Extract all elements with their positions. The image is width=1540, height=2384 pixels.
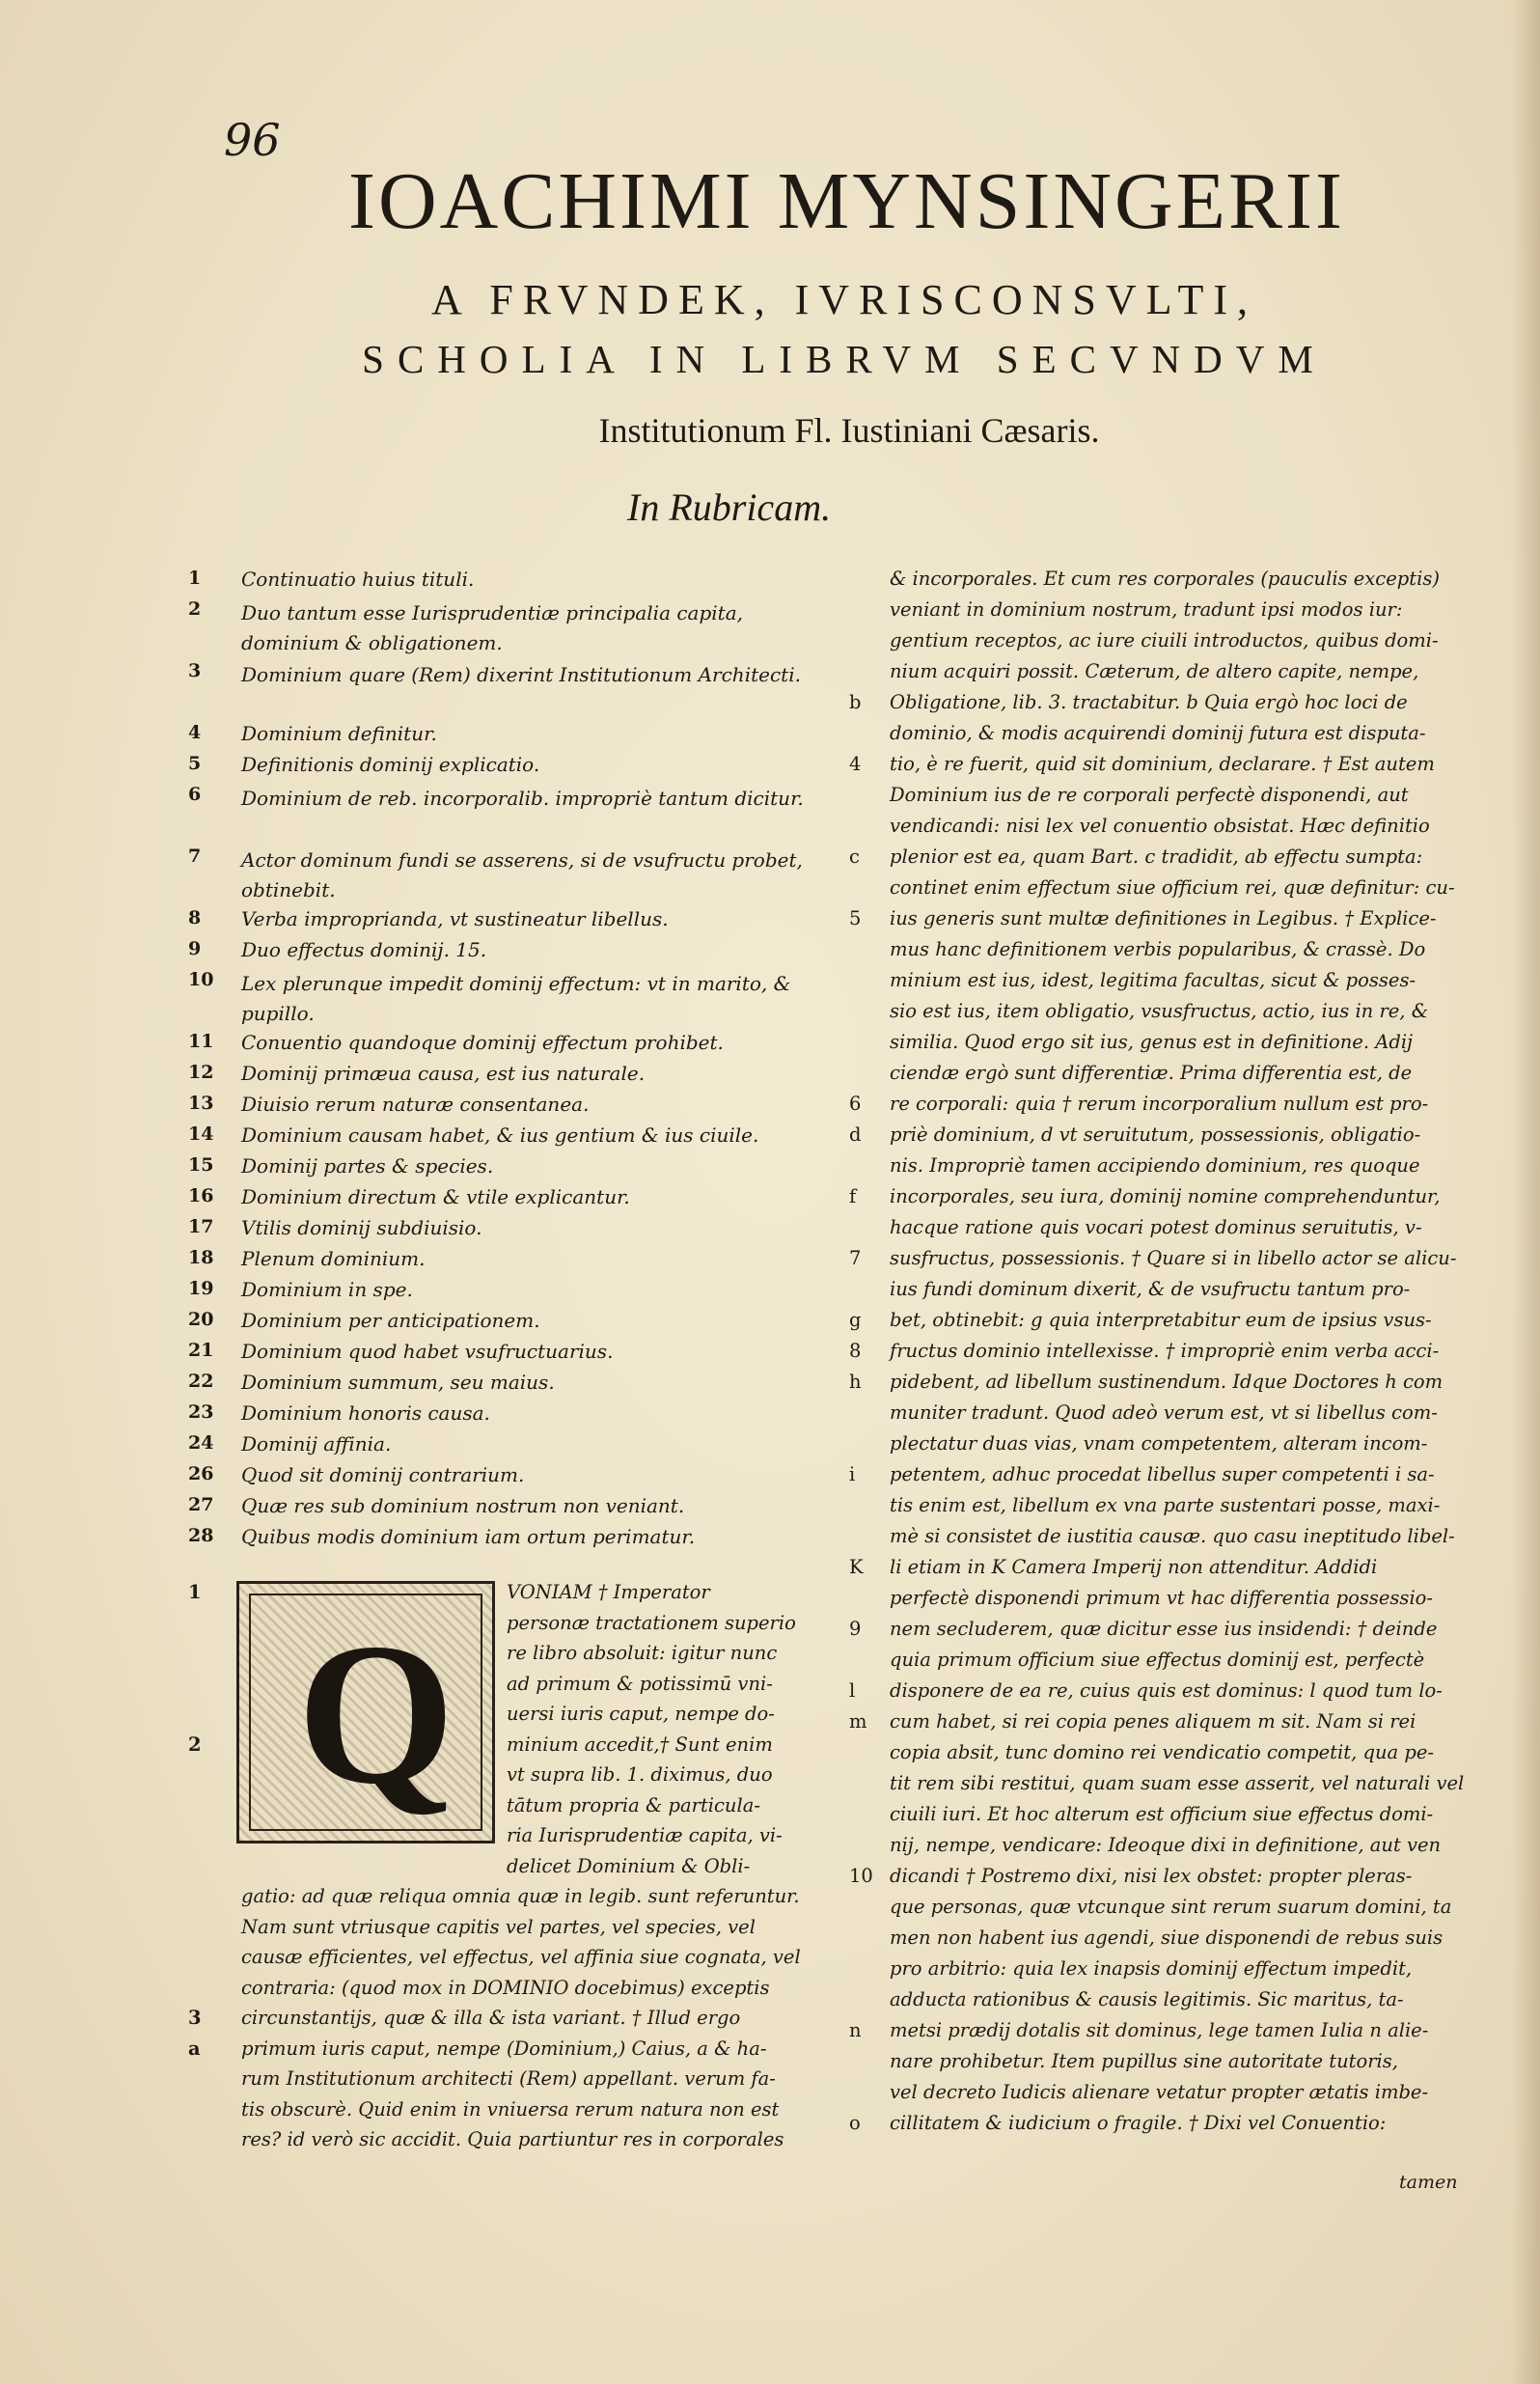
line-text: ius generis sunt multæ definitiones in Legibus. † Explice- <box>890 907 1437 929</box>
line-text: cillitatem & iudicium o fragile. † Dixi vel Conuentio: <box>890 2112 1387 2134</box>
subtitle: A FRVNDEK, IVRISCONSVLTI, <box>430 276 1258 323</box>
line-text: Nam sunt vtriusque capitis vel partes, vel species, vel <box>241 1915 756 1938</box>
list-item <box>188 1432 864 1463</box>
list-item <box>188 1216 864 1247</box>
text-line <box>849 1062 1525 1093</box>
line-text: mus hanc definitionem verbis popularibus, & crassè. Do <box>890 938 1426 960</box>
item-number: 18 <box>188 1247 214 1268</box>
margin-note: c <box>849 845 860 868</box>
line-text: copia absit, tunc domino rei vendicatio competit, qua pe- <box>890 1741 1434 1763</box>
line-text: plenior est ea, quam Bart. c tradidit, ab effectu sumpta: <box>890 845 1423 868</box>
line-text: hacque ratione quis vocari potest dominus seruitutis, v- <box>890 1216 1422 1238</box>
list-item <box>188 1123 864 1154</box>
margin-note: i <box>849 1463 856 1485</box>
item-text: Quæ res sub dominium nostrum non veniant. <box>241 1494 685 1517</box>
margin-note: 5 <box>849 907 862 929</box>
margin-note: d <box>849 1123 862 1146</box>
item-number: 5 <box>188 753 202 774</box>
body-text <box>188 1581 864 2159</box>
line-text: ciuili iuri. Et hoc alterum est officium siue effectus domi- <box>890 1803 1434 1825</box>
item-number: 26 <box>188 1463 214 1484</box>
item-text: Duo tantum esse Iurisprudentiæ principalia capita, dominium & obligationem. <box>241 601 743 654</box>
line-text: dominio, & modis acquirendi dominij futura est disputa- <box>890 722 1426 744</box>
text-line <box>849 2019 1525 2050</box>
list-item <box>188 969 864 1031</box>
list-item <box>188 1371 864 1401</box>
text-line <box>849 938 1525 969</box>
item-text: Diuisio rerum naturæ consentanea. <box>241 1093 590 1116</box>
item-text: Actor dominum fundi se asserens, si de vsufructu probet, obtinebit. <box>241 848 803 901</box>
line-text: tio, è re fuerit, quid sit dominium, declarare. † Est autem <box>890 753 1435 775</box>
item-number: 14 <box>188 1123 214 1145</box>
text-line <box>849 1741 1525 1772</box>
margin-note: o <box>849 2112 861 2134</box>
margin-note: 8 <box>849 1340 862 1362</box>
text-line <box>849 1401 1525 1432</box>
item-text: Dominij partes & species. <box>241 1154 494 1178</box>
line-text: re corporali: quia † rerum incorporalium nullum est pro- <box>890 1093 1429 1115</box>
item-text: Dominium directum & vtile explicantur. <box>241 1185 630 1208</box>
text-line <box>188 1581 864 1612</box>
text-line <box>188 1855 864 1886</box>
text-line <box>188 1763 864 1794</box>
line-text: ria Iurisprudentiæ capita, vi- <box>507 1824 783 1846</box>
line-text: gatio: ad quæ reliqua omnia quæ in legib. sunt referuntur. <box>241 1885 800 1907</box>
catchword: tamen <box>1399 2172 1458 2193</box>
text-line <box>188 1916 864 1947</box>
item-text: Definitionis dominij explicatio. <box>241 753 540 776</box>
item-number: 19 <box>188 1278 214 1299</box>
margin-note: b <box>849 691 862 713</box>
line-text: mè si consistet de iustitia causæ. quo casu ineptitudo libel- <box>890 1525 1455 1547</box>
line-text: vt supra lib. 1. diximus, duo <box>507 1763 773 1786</box>
text-line <box>849 1278 1525 1309</box>
margin-note: n <box>849 2019 862 2041</box>
list-item <box>188 722 864 753</box>
line-text: bet, obtinebit: g quia interpretabitur eum de ipsius vsus- <box>890 1309 1432 1331</box>
text-line <box>849 1988 1525 2019</box>
text-line <box>849 1556 1525 1587</box>
item-number: 20 <box>188 1309 214 1330</box>
line-text: gentium receptos, ac iure ciuili introductos, quibus domi- <box>890 629 1439 651</box>
item-text: Quod sit dominij contrarium. <box>241 1463 525 1486</box>
table-of-contents <box>188 568 864 1556</box>
text-line <box>849 1340 1525 1371</box>
line-text: dicandi † Postremo dixi, nisi lex obstet: propter pleras- <box>890 1865 1413 1887</box>
main-title: IOACHIMI MYNSINGERII <box>348 156 1345 246</box>
text-line <box>849 691 1525 722</box>
text-line <box>849 1587 1525 1618</box>
line-text: primum iuris caput, nempe (Dominium,) Caius, a & ha- <box>241 2037 767 2060</box>
item-text: Verba improprianda, vt sustineatur libellus. <box>241 907 669 930</box>
line-text: tātum propria & particula- <box>507 1793 760 1816</box>
text-line <box>188 1642 864 1673</box>
line-text: pro arbitrio: quia lex inapsis dominij effectum impedit, <box>890 1957 1413 1980</box>
text-line <box>849 1154 1525 1185</box>
item-text: Dominium causam habet, & ius gentium & ius ciuile. <box>241 1123 759 1147</box>
text-line <box>188 1733 864 1764</box>
margin-note: 4 <box>849 753 862 775</box>
item-text: Dominium quare (Rem) dixerint Institutionum Architecti. <box>241 663 801 686</box>
line-text: nem secluderem, quæ dicitur esse ius insidendi: † deinde <box>890 1618 1438 1640</box>
line-text: metsi prædij dotalis sit dominus, lege tamen Iulia n alie- <box>890 2019 1429 2041</box>
margin-note: f <box>849 1185 857 1207</box>
text-line <box>849 876 1525 907</box>
line-text: men non habent ius agendi, siue disponendi de rebus suis <box>890 1927 1444 1949</box>
text-line <box>188 1946 864 1977</box>
line-text: re libro absoluit: igitur nunc <box>507 1642 778 1664</box>
item-text: Dominium in spe. <box>241 1278 413 1301</box>
item-number: 15 <box>188 1154 214 1176</box>
line-text: causæ efficientes, vel effectus, vel affinia siue cognata, vel <box>241 1946 801 1968</box>
item-number: 16 <box>188 1185 214 1206</box>
text-line <box>849 753 1525 784</box>
margin-note: 2 <box>188 1733 202 1756</box>
text-line <box>849 1927 1525 1957</box>
text-line <box>849 1463 1525 1494</box>
text-line <box>849 1834 1525 1865</box>
text-line <box>849 1649 1525 1679</box>
text-line <box>849 1525 1525 1556</box>
item-text: Duo effectus dominij. 15. <box>241 938 487 961</box>
item-number: 28 <box>188 1525 214 1546</box>
line-text: continet enim effectum siue officium rei, quæ definitur: cu- <box>890 876 1455 899</box>
text-line <box>849 1123 1525 1154</box>
item-text: Dominium summum, seu maius. <box>241 1371 555 1394</box>
line-text: incorporales, seu iura, dominij nomine comprehenduntur, <box>890 1185 1441 1207</box>
text-line <box>188 1703 864 1733</box>
item-number: 23 <box>188 1401 214 1423</box>
text-line <box>849 845 1525 876</box>
line-text: & incorporales. Et cum res corporales (pauculis exceptis) <box>890 568 1440 590</box>
line-text: personæ tractationem superio <box>507 1611 796 1634</box>
margin-note: 3 <box>188 2007 202 2029</box>
text-line <box>188 2037 864 2068</box>
line-text: cum habet, si rei copia penes aliquem m sit. Nam si rei <box>890 1710 1416 1733</box>
margin-note: 10 <box>849 1865 873 1887</box>
item-number: 6 <box>188 784 202 805</box>
line-text: li etiam in K Camera Imperij non attenditur. Addidi <box>890 1556 1378 1578</box>
text-line <box>188 2007 864 2037</box>
item-text: Dominium per anticipationem. <box>241 1309 540 1332</box>
text-line <box>188 1794 864 1825</box>
item-number: 11 <box>188 1031 214 1052</box>
list-item <box>188 753 864 784</box>
list-item <box>188 1401 864 1432</box>
list-item <box>188 1093 864 1123</box>
text-line <box>849 1031 1525 1062</box>
line-text: nare prohibetur. Item pupillus sine autoritate tutoris, <box>890 2050 1398 2072</box>
text-line <box>849 1000 1525 1031</box>
text-line <box>849 1093 1525 1123</box>
subtitle-institutionum: Institutionum Fl. Iustiniani Cæsaris. <box>598 411 1100 450</box>
text-line <box>849 2081 1525 2112</box>
item-number: 4 <box>188 722 202 743</box>
item-number: 1 <box>188 568 202 589</box>
text-line <box>849 1494 1525 1525</box>
text-line <box>188 1977 864 2008</box>
line-text: sio est ius, item obligatio, vsusfructus, actio, ius in re, & <box>890 1000 1429 1022</box>
text-line <box>849 1432 1525 1463</box>
item-number: 22 <box>188 1371 214 1392</box>
line-text: ius fundi dominum dixerit, & de vsufructu tantum pro- <box>890 1278 1411 1300</box>
margin-note: 9 <box>849 1618 862 1640</box>
line-text: adducta rationibus & causis legitimis. Sic maritus, ta- <box>890 1988 1404 2010</box>
item-text: Lex plerunque impedit dominij effectum: vt in marito, & pupillo. <box>241 972 791 1025</box>
item-number: 27 <box>188 1494 214 1515</box>
list-item <box>188 1031 864 1062</box>
line-text: VONIAM † Imperator <box>507 1581 710 1603</box>
list-item <box>188 1525 864 1556</box>
item-text: Conuentio quandoque dominij effectum prohibet. <box>241 1031 724 1054</box>
line-text: perfectè disponendi primum vt hac differentia possessio- <box>890 1587 1434 1609</box>
item-text: Dominij primæua causa, est ius naturale. <box>241 1062 646 1085</box>
line-text: Dominium ius de re corporali perfectè disponendi, aut <box>890 784 1409 806</box>
text-line <box>849 2112 1525 2143</box>
text-line <box>188 1673 864 1704</box>
line-text: petentem, adhuc procedat libellus super competenti i sa- <box>890 1463 1435 1485</box>
item-text: Quibus modis dominium iam ortum perimatur. <box>241 1525 696 1548</box>
line-text: tit rem sibi restitui, quam suam esse asserit, vel naturali vel <box>890 1772 1465 1794</box>
list-item <box>188 1463 864 1494</box>
line-text: susfructus, possessionis. † Quare si in libello actor se alicu- <box>890 1247 1457 1269</box>
page-number: 96 <box>224 114 281 166</box>
margin-note: l <box>849 1679 856 1702</box>
item-text: Vtilis dominij subdiuisio. <box>241 1216 482 1239</box>
text-line <box>849 629 1525 660</box>
margin-note: h <box>849 1371 862 1393</box>
text-line <box>849 1371 1525 1401</box>
margin-note: 1 <box>188 1581 202 1603</box>
section-heading: In Rubricam. <box>627 485 832 529</box>
item-text: Plenum dominium. <box>241 1247 426 1270</box>
page-edge-shadow <box>1511 0 1540 2384</box>
text-line <box>849 1896 1525 1927</box>
item-number: 8 <box>188 907 202 929</box>
text-line <box>849 1185 1525 1216</box>
margin-note: a <box>188 2037 201 2060</box>
item-number: 9 <box>188 938 202 959</box>
text-line <box>188 1612 864 1643</box>
line-text: tis enim est, libellum ex vna parte sustentari posse, maxi- <box>890 1494 1441 1516</box>
text-line <box>188 2067 864 2098</box>
line-text: nis. Impropriè tamen accipiendo dominium, res quoque <box>890 1154 1420 1177</box>
item-number: 2 <box>188 598 202 620</box>
item-text: Dominium de reb. incorporalib. impropriè tantum dicitur. <box>241 787 804 810</box>
item-number: 3 <box>188 660 202 681</box>
line-text: vel decreto Iudicis alienare vetatur propter ætatis imbe- <box>890 2081 1429 2103</box>
list-item <box>188 568 864 598</box>
text-line <box>849 598 1525 629</box>
list-item <box>188 845 864 907</box>
text-line <box>849 969 1525 1000</box>
margin-note: 6 <box>849 1093 862 1115</box>
text-line <box>849 2050 1525 2081</box>
list-item <box>188 907 864 938</box>
text-line <box>849 784 1525 815</box>
initial-letter: Q <box>297 1602 455 1826</box>
list-item <box>188 660 864 722</box>
line-text: res? id verò sic accidit. Quia partiuntur res in corporales <box>241 2128 784 2150</box>
item-number: 13 <box>188 1093 214 1114</box>
text-line <box>849 568 1525 598</box>
line-text: Obligatione, lib. 3. tractabitur. b Quia ergò hoc loci de <box>890 691 1408 713</box>
item-number: 17 <box>188 1216 214 1237</box>
subtitle-scholia: SCHOLIA IN LIBRVM SECVNDVM <box>362 337 1327 381</box>
line-text: fructus dominio intellexisse. † impropriè enim verba acci- <box>890 1340 1440 1362</box>
item-number: 24 <box>188 1432 214 1454</box>
line-text: veniant in dominium nostrum, tradunt ipsi modos iur: <box>890 598 1403 621</box>
line-text: ad primum & potissimū vni- <box>507 1672 773 1695</box>
item-text: Dominij affinia. <box>241 1432 392 1455</box>
text-line <box>849 1803 1525 1834</box>
text-line <box>849 1710 1525 1741</box>
list-item <box>188 784 864 845</box>
margin-note: g <box>849 1309 862 1331</box>
text-line <box>849 1618 1525 1649</box>
list-item <box>188 1278 864 1309</box>
line-text: pidebent, ad libellum sustinendum. Idque Doctores h com <box>890 1371 1444 1393</box>
line-text: priè dominium, d vt seruitutum, possessionis, obligatio- <box>890 1123 1421 1146</box>
text-line <box>849 1772 1525 1803</box>
item-number: 10 <box>188 969 214 990</box>
text-line <box>849 1865 1525 1896</box>
line-text: delicet Dominium & Obli- <box>507 1854 751 1877</box>
line-text: uersi iuris caput, nempe do- <box>507 1703 775 1725</box>
line-text: tis obscurè. Quid enim in vniuersa rerum natura non est <box>241 2097 780 2121</box>
margin-note: K <box>849 1556 864 1578</box>
right-column <box>849 568 1525 2143</box>
line-text: rum Institutionum architecti (Rem) appellant. verum fa- <box>241 2067 776 2090</box>
text-line <box>849 815 1525 845</box>
list-item <box>188 1185 864 1216</box>
text-line <box>849 1957 1525 1988</box>
line-text: ciendæ ergò sunt differentiæ. Prima differentia est, de <box>890 1062 1413 1084</box>
line-text: plectatur duas vias, vnam competentem, alteram incom- <box>890 1432 1428 1455</box>
list-item <box>188 1309 864 1340</box>
item-number: 12 <box>188 1062 214 1083</box>
list-item <box>188 1154 864 1185</box>
text-line <box>849 722 1525 753</box>
line-text: contraria: (quod mox in DOMINIO docebimus) exceptis <box>241 1976 770 1999</box>
item-text: Dominium definitur. <box>241 722 437 745</box>
text-line <box>849 660 1525 691</box>
text-line <box>849 1247 1525 1278</box>
list-item <box>188 598 864 660</box>
text-line <box>188 2128 864 2159</box>
text-line <box>188 1885 864 1916</box>
line-text: nium acquiri possit. Cæterum, de altero capite, nempe, <box>890 660 1419 682</box>
text-line <box>849 1216 1525 1247</box>
list-item <box>188 1247 864 1278</box>
line-text: disponere de ea re, cuius quis est dominus: l quod tum lo- <box>890 1679 1443 1702</box>
margin-note: 7 <box>849 1247 862 1269</box>
text-line <box>188 2098 864 2129</box>
line-text: que personas, quæ vtcunque sint rerum suarum domini, ta <box>890 1896 1452 1918</box>
list-item <box>188 1062 864 1093</box>
line-text: nij, nempe, vendicare: Ideoque dixi in definitione, aut ven <box>890 1834 1442 1856</box>
line-text: similia. Quod ergo sit ius, genus est in definitione. Adij <box>890 1031 1414 1053</box>
text-line <box>849 907 1525 938</box>
line-text: minium accedit,† Sunt enim <box>507 1733 773 1756</box>
line-text: minium est ius, idest, legitima facultas, sicut & posses- <box>890 969 1416 991</box>
list-item <box>188 1494 864 1525</box>
item-number: 7 <box>188 845 202 867</box>
text-line <box>849 1679 1525 1710</box>
list-item <box>188 1340 864 1371</box>
text-line <box>188 1824 864 1855</box>
item-text: Dominium quod habet vsufructuarius. <box>241 1340 614 1363</box>
line-text: muniter tradunt. Quod adeò verum est, vt si libellus com- <box>890 1401 1438 1424</box>
margin-note: m <box>849 1710 867 1733</box>
text-line <box>849 1309 1525 1340</box>
item-text: Dominium honoris causa. <box>241 1401 490 1425</box>
line-text: vendicandi: nisi lex vel conuentio obsistat. Hæc definitio <box>890 815 1430 837</box>
line-text: circunstantijs, quæ & illa & ista variant. † Illud ergo <box>241 2007 741 2029</box>
item-number: 21 <box>188 1340 214 1361</box>
line-text: quia primum officium siue effectus dominij est, perfectè <box>890 1649 1425 1671</box>
item-text: Continuatio huius tituli. <box>241 568 475 591</box>
list-item <box>188 938 864 969</box>
